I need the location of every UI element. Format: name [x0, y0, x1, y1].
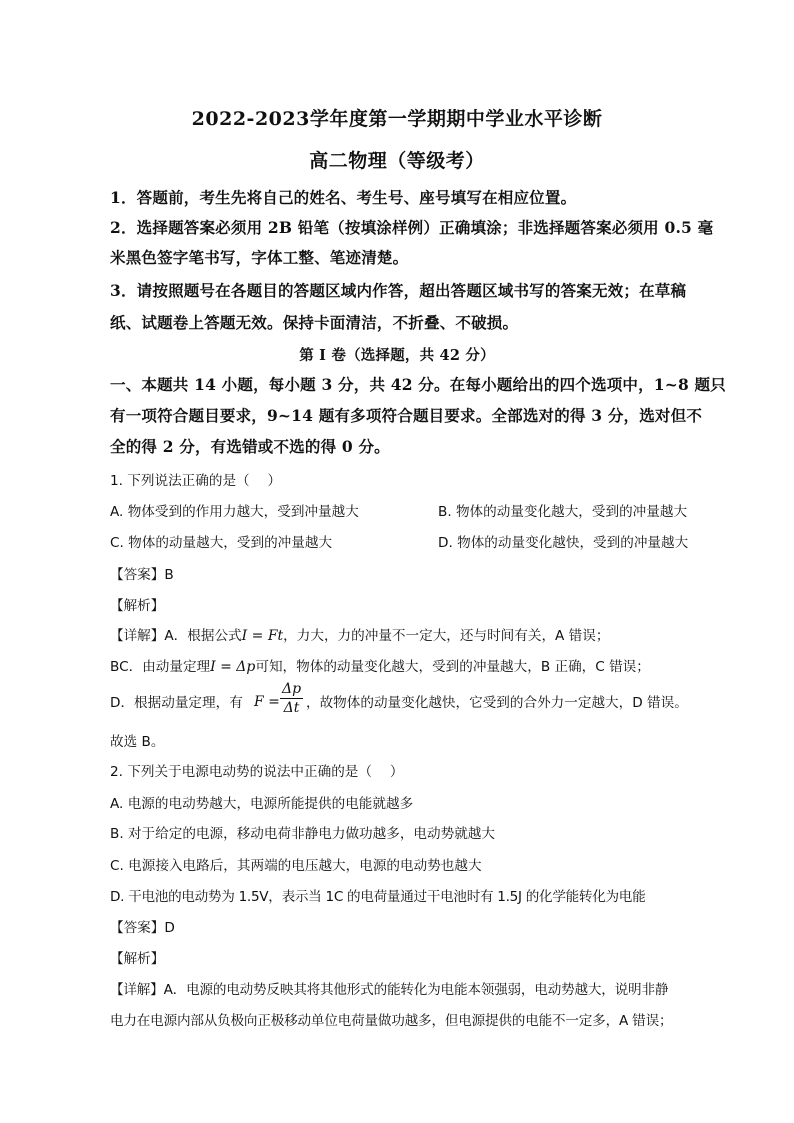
- q2-detail-line-2: 电力在电源内部从负极向正极移动单位电荷量做功越多，但电源提供的电能不一定多，A 错误；: [110, 1013, 673, 1029]
- q1-detail-bc: [110, 655, 700, 675]
- q1-detail-a-pre: 【详解】A．根据公式: [110, 628, 242, 644]
- instruction-line-2: 2．选择题答案必须用 2B 铅笔（按填涂样例）正确填涂；非选择题答案必须用 0.5 毫: [110, 218, 714, 237]
- q1-formula-impulse: I = Ft: [241, 628, 284, 644]
- q2-detail-line-1: 【详解】A．电源的电动势反映其将其他形式的能转化为电能本领强弱，电动势越大，说明非静: [110, 982, 669, 998]
- q1-option-a: A. 物体受到的作用力越大，受到冲量越大: [110, 504, 359, 520]
- q2-option-b: B. 对于给定的电源，移动电荷非静电力做功越多，电动势就越大: [110, 826, 495, 842]
- q2-answer: 【答案】D: [110, 920, 175, 936]
- q1-detail-d-pre: D．根据动量定理，有: [110, 695, 243, 711]
- q1-fraction-numerator: Δp: [282, 681, 302, 697]
- q1-option-d: D. 物体的动量变化越快，受到的冲量越大: [438, 535, 689, 551]
- instruction-line-4: 3．请按照题号在各题目的答题区域内作答，超出答题区域书写的答案无效；在草稿: [110, 281, 687, 300]
- q1-stem: 1. 下列说法正确的是（ ）: [110, 473, 282, 489]
- q2-analysis-label: 【解析】: [110, 951, 165, 967]
- q1-detail-d-post: ，故物体的动量变化越快，它受到的合外力一定越大，D 错误。: [306, 695, 688, 711]
- q1-option-c: C. 物体的动量越大，受到的冲量越大: [110, 535, 333, 551]
- section-intro-line-2: 有一项符合题目要求，9~14 题有多项符合题目要求。全部选对的得 3 分，选对但不: [110, 406, 703, 425]
- q1-detail-d-lhs: [254, 691, 280, 710]
- section-heading: 第 I 卷（选择题，共 42 分）: [299, 347, 495, 364]
- q1-analysis-label: 【解析】: [110, 598, 165, 614]
- q2-option-a: A. 电源的电动势越大，电源所能提供的电能就越多: [110, 796, 414, 812]
- section-intro-line-1: 一、本题共 14 小题，每小题 3 分，共 42 分。在每小题给出的四个选项中，1~8 题只: [110, 375, 726, 394]
- q2-option-d: D. 干电池的电动势为 1.5V，表示当 1C 的电荷量通过干电池时有 1.5J 的化学能转化为电能: [110, 889, 646, 905]
- q1-option-b: B. 物体的动量变化越大，受到的冲量越大: [438, 504, 688, 520]
- instruction-line-3: 米黑色签字笔书写，字体工整、笔迹清楚。: [110, 248, 409, 267]
- q1-formula-fraction: [280, 680, 303, 717]
- exam-subtitle: 高二物理（等级考）: [309, 150, 485, 172]
- q1-detail-a-post: ，力大，力的冲量不一定大，还与时间有关，A 错误；: [283, 628, 610, 644]
- exam-title: 2022-2023学年度第一学期期中学业水平诊断: [191, 108, 603, 130]
- q1-detail-bc-post: 可知，物体的动量变化越大，受到的冲量越大，B 正确，C 错误；: [255, 659, 650, 675]
- q1-detail-a: [110, 624, 700, 644]
- q1-fraction-denominator: Δt: [283, 700, 300, 716]
- instruction-line-5: 纸、试题卷上答题无效。保持卡面清洁，不折叠、不破损。: [110, 313, 519, 332]
- q2-stem: 2. 下列关于电源电动势的说法中正确的是（ ）: [110, 764, 404, 780]
- instruction-line-1: 1．答题前，考生先将自己的姓名、考生号、座号填写在相应位置。: [110, 188, 577, 207]
- q1-conclusion: 故选 B。: [110, 734, 165, 750]
- q1-detail-bc-pre: BC．由动量定理: [110, 659, 211, 675]
- q1-formula-momentum-theorem: I = Δp: [210, 659, 256, 675]
- q1-formula-force-lhs: F =: [254, 694, 280, 710]
- q2-option-c: C. 电源接入电路后，其两端的电压越大，电源的电动势也越大: [110, 858, 482, 874]
- section-intro-line-3: 全的得 2 分，有选错或不选的得 0 分。: [110, 437, 390, 456]
- q1-answer: 【答案】B: [110, 567, 174, 583]
